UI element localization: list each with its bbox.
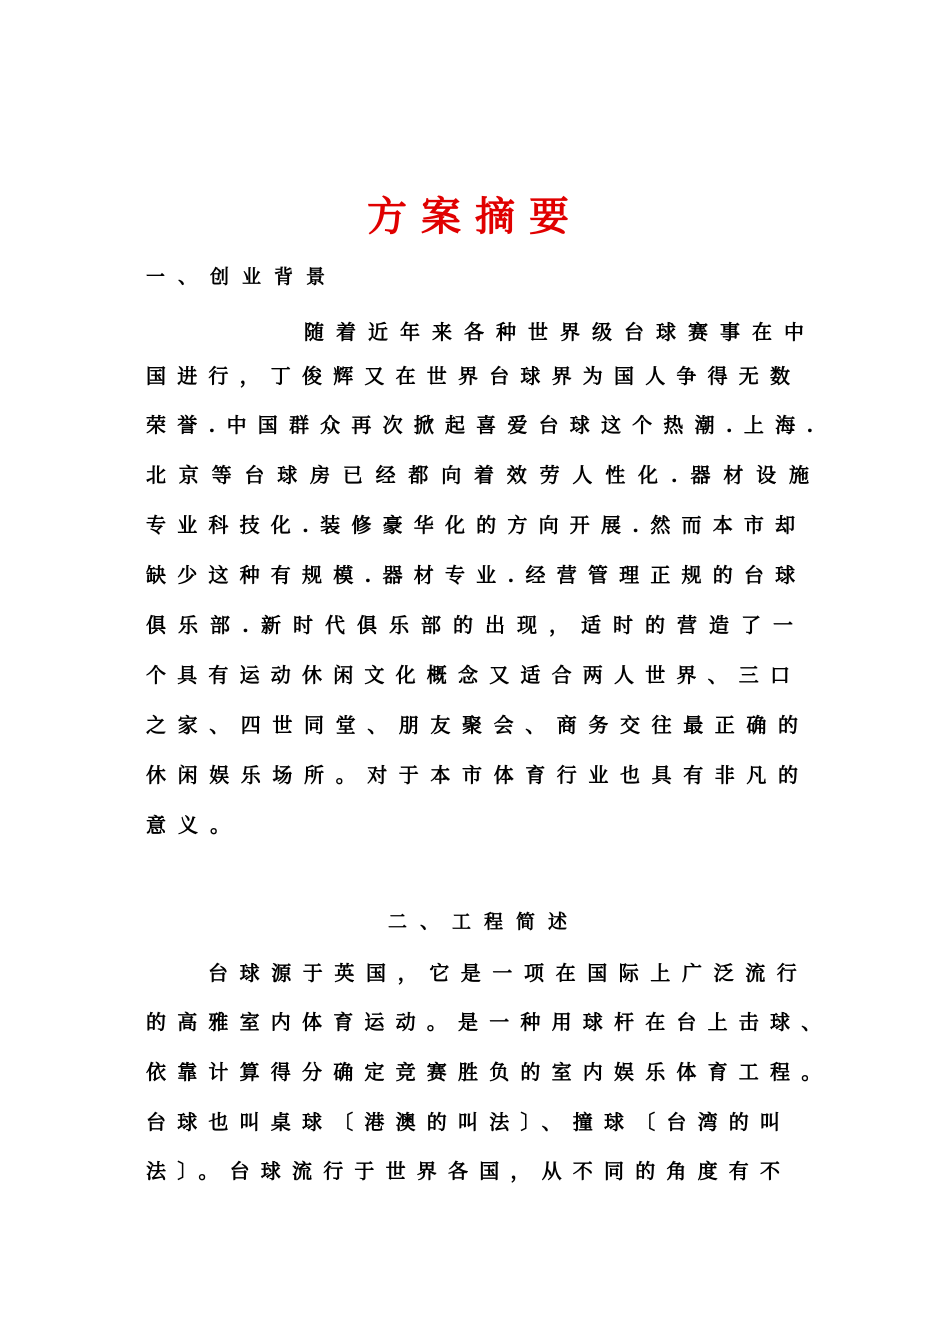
paragraph-line: 个具有运动休闲文化概念又适合两人世界、三口 xyxy=(146,663,802,687)
document-title: 方案摘要 xyxy=(367,193,583,240)
paragraph-line: 的高雅室内体育运动。是一种用球杆在台上击球、 xyxy=(146,1010,833,1034)
paragraph-line: 俱乐部.新时代俱乐部的出现，适时的营造了一 xyxy=(146,613,805,637)
paragraph-line: 台球也叫桌球〔港澳的叫法〕、撞球〔台湾的叫 xyxy=(146,1110,792,1134)
section-heading-project-overview: 二、工程简述 xyxy=(388,911,581,933)
paragraph-line: 依靠计算得分确定竞赛胜负的室内娱乐体育工程。 xyxy=(146,1060,833,1084)
paragraph-line: 随着近年来各种世界级台球赛事在中 xyxy=(304,320,816,344)
paragraph-line: 法〕。台球流行于世界各国，从不同的角度有不 xyxy=(146,1159,792,1183)
paragraph-line: 北京等台球房已经都向着效劳人性化.器材设施 xyxy=(146,463,822,487)
paragraph-line: 荣誉.中国群众再次掀起喜爱台球这个热潮.上海. xyxy=(146,413,825,437)
paragraph-line: 国进行，丁俊辉又在世界台球界为国人争得无数 xyxy=(146,364,802,388)
paragraph-line: 缺少这种有规模.器材专业.经营管理正规的台球 xyxy=(146,563,807,587)
paragraph-line: 专业科技化.装修豪华化的方向开展.然而本市却 xyxy=(146,513,807,537)
paragraph-line: 休闲娱乐场所。对于本市体育行业也具有非凡的 xyxy=(146,763,810,787)
paragraph-line: 意义。 xyxy=(146,813,242,837)
paragraph-line: 之家、四世同堂、朋友聚会、商务交往最正确的 xyxy=(146,713,810,737)
paragraph-line: 台球源于英国，它是一项在国际上广泛流行 xyxy=(208,961,809,985)
section-heading-background: 一、创业背景 xyxy=(146,266,339,288)
